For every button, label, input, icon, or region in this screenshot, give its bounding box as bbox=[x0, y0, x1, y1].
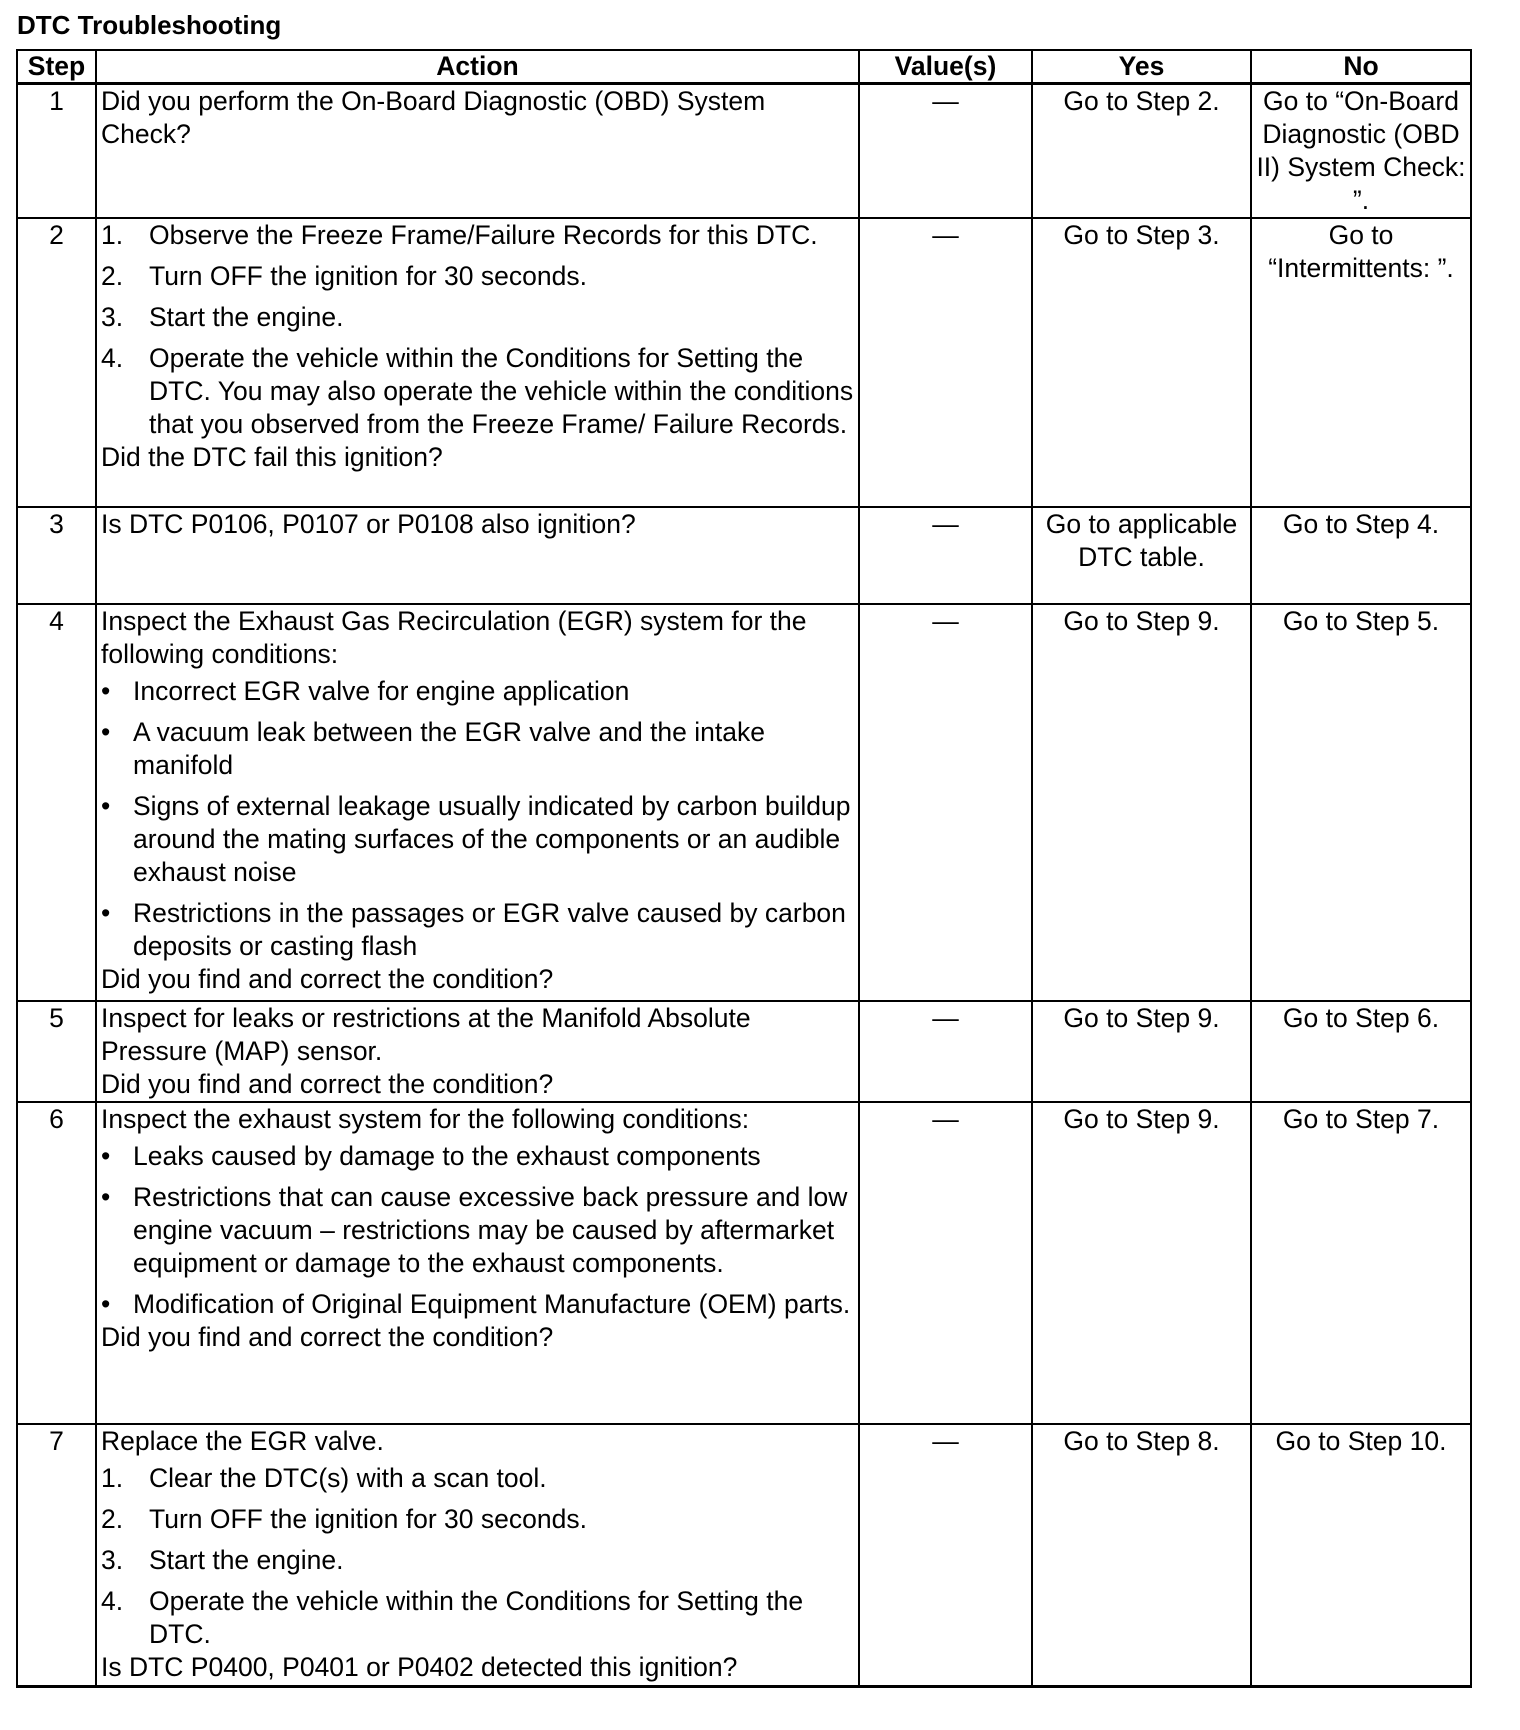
table-row bbox=[17, 218, 1471, 507]
action-question: Did you find and correct the condition? bbox=[101, 964, 554, 994]
action-list-item-text: A vacuum leak between the EGR valve and the intake manifold bbox=[133, 717, 765, 780]
step-number: 1 bbox=[17, 84, 96, 219]
action-cell bbox=[96, 1001, 859, 1102]
value-cell: — bbox=[859, 1001, 1032, 1102]
action-intro: Replace the EGR valve. bbox=[101, 1426, 384, 1456]
no-link[interactable]: Go to Step 5. bbox=[1251, 604, 1471, 1001]
step-number-marker: 3. bbox=[101, 1545, 124, 1575]
action-list-item bbox=[101, 1503, 854, 1536]
table-row bbox=[17, 1424, 1471, 1686]
action-list-item-text: Leaks caused by damage to the exhaust components bbox=[133, 1141, 761, 1171]
bullet-marker: • bbox=[101, 791, 111, 821]
step-number: 4 bbox=[17, 604, 96, 1001]
action-question: Is DTC P0400, P0401 or P0402 detected this ignition? bbox=[101, 1652, 738, 1682]
action-list-item-text: Start the engine. bbox=[149, 302, 344, 332]
action-list bbox=[101, 219, 854, 441]
action-intro: Is DTC P0106, P0107 or P0108 also ignition? bbox=[101, 509, 636, 539]
bullet-marker: • bbox=[101, 1182, 111, 1212]
action-list-item bbox=[101, 1462, 854, 1495]
action-list-item bbox=[101, 301, 854, 334]
yes-link[interactable]: Go to Step 3. bbox=[1032, 218, 1251, 507]
action-list-item-text: Signs of external leakage usually indicated by carbon buildup around the mating surfaces of the components or an audible exhaust noise bbox=[133, 791, 851, 887]
bullet-marker: • bbox=[101, 1141, 111, 1171]
value-cell: — bbox=[859, 604, 1032, 1001]
action-list-item bbox=[101, 219, 854, 252]
table-row bbox=[17, 84, 1471, 219]
step-number: 6 bbox=[17, 1102, 96, 1424]
step-number-marker: 3. bbox=[101, 302, 124, 332]
bullet-marker: • bbox=[101, 717, 111, 747]
action-list-item bbox=[101, 1288, 854, 1321]
yes-link[interactable]: Go to Step 9. bbox=[1032, 1102, 1251, 1424]
action-cell bbox=[96, 507, 859, 604]
action-list-item bbox=[101, 790, 854, 889]
action-cell bbox=[96, 84, 859, 219]
value-cell: — bbox=[859, 507, 1032, 604]
step-number: 5 bbox=[17, 1001, 96, 1102]
table-row bbox=[17, 507, 1471, 604]
action-list-item bbox=[101, 1544, 854, 1577]
yes-link[interactable]: Go to Step 8. bbox=[1032, 1424, 1251, 1686]
no-link[interactable]: Go to Step 6. bbox=[1251, 1001, 1471, 1102]
header-yes: Yes bbox=[1032, 50, 1251, 84]
header-action: Action bbox=[96, 50, 859, 84]
yes-link[interactable]: Go to Step 9. bbox=[1032, 1001, 1251, 1102]
action-question: Did you find and correct the condition? bbox=[101, 1322, 554, 1352]
action-cell bbox=[96, 218, 859, 507]
value-cell: — bbox=[859, 1102, 1032, 1424]
bullet-marker: • bbox=[101, 898, 111, 928]
action-cell bbox=[96, 1102, 859, 1424]
value-cell: — bbox=[859, 218, 1032, 507]
yes-link[interactable]: Go to applicable DTC table. bbox=[1032, 507, 1251, 604]
yes-link[interactable]: Go to Step 2. bbox=[1032, 84, 1251, 219]
action-list-item-text: Operate the vehicle within the Conditions for Setting the DTC. You may also operate the vehicle within the conditions that you observed from the Freeze Frame/ Failure Records. bbox=[149, 343, 854, 439]
header-row bbox=[17, 50, 1471, 84]
action-list-item-text: Observe the Freeze Frame/Failure Records for this DTC. bbox=[149, 220, 818, 250]
action-list-item-text: Operate the vehicle within the Conditions for Setting the DTC. bbox=[149, 1586, 804, 1649]
action-list-item-text: Modification of Original Equipment Manufacture (OEM) parts. bbox=[133, 1289, 851, 1319]
action-list-item bbox=[101, 675, 854, 708]
action-list bbox=[101, 1140, 854, 1321]
document-title: DTC Troubleshooting bbox=[17, 10, 282, 40]
header-step: Step bbox=[17, 50, 96, 84]
action-intro: Inspect the exhaust system for the following conditions: bbox=[101, 1104, 750, 1134]
no-link[interactable]: Go to Step 7. bbox=[1251, 1102, 1471, 1424]
step-number: 7 bbox=[17, 1424, 96, 1686]
action-list-item-text: Turn OFF the ignition for 30 seconds. bbox=[149, 261, 587, 291]
table-row bbox=[17, 604, 1471, 1001]
action-intro: Inspect the Exhaust Gas Recirculation (EGR) system for the following conditions: bbox=[101, 606, 807, 669]
step-number-marker: 2. bbox=[101, 261, 124, 291]
action-list-item-text: Turn OFF the ignition for 30 seconds. bbox=[149, 1504, 587, 1534]
action-list-item-text: Clear the DTC(s) with a scan tool. bbox=[149, 1463, 547, 1493]
action-list-item bbox=[101, 342, 854, 441]
action-list-item-text: Restrictions in the passages or EGR valve caused by carbon deposits or casting flash bbox=[133, 898, 846, 961]
action-list-item bbox=[101, 260, 854, 293]
step-number-marker: 4. bbox=[101, 1586, 124, 1616]
action-list-item-text: Restrictions that can cause excessive back pressure and low engine vacuum – restrictions may be caused by aftermarket equipment or damage to the exhaust components. bbox=[133, 1182, 848, 1278]
header-values: Value(s) bbox=[859, 50, 1032, 84]
action-list-item bbox=[101, 897, 854, 963]
step-number: 3 bbox=[17, 507, 96, 604]
header-no: No bbox=[1251, 50, 1471, 84]
action-question: Did you find and correct the condition? bbox=[101, 1069, 554, 1099]
action-question: Did the DTC fail this ignition? bbox=[101, 442, 443, 472]
dtc-table bbox=[16, 49, 1472, 1688]
bullet-marker: • bbox=[101, 676, 111, 706]
action-list bbox=[101, 675, 854, 963]
step-number-marker: 1. bbox=[101, 1463, 124, 1493]
step-number: 2 bbox=[17, 218, 96, 507]
step-number-marker: 1. bbox=[101, 220, 124, 250]
bullet-marker: • bbox=[101, 1289, 111, 1319]
action-list bbox=[101, 1462, 854, 1651]
action-intro: Did you perform the On-Board Diagnostic (OBD) System Check? bbox=[101, 86, 766, 149]
action-list-item-text: Incorrect EGR valve for engine application bbox=[133, 676, 630, 706]
value-cell: — bbox=[859, 84, 1032, 219]
step-number-marker: 4. bbox=[101, 343, 124, 373]
no-link[interactable]: Go to “On-Board Diagnostic (OBD II) System Check: ”. bbox=[1251, 84, 1471, 219]
step-number-marker: 2. bbox=[101, 1504, 124, 1534]
no-link[interactable]: Go to “Intermittents: ”. bbox=[1251, 218, 1471, 507]
table-row bbox=[17, 1102, 1471, 1424]
no-link[interactable]: Go to Step 10. bbox=[1251, 1424, 1471, 1686]
action-list-item bbox=[101, 1140, 854, 1173]
action-list-item-text: Start the engine. bbox=[149, 1545, 344, 1575]
value-cell: — bbox=[859, 1424, 1032, 1686]
action-intro: Inspect for leaks or restrictions at the Manifold Absolute Pressure (MAP) sensor. bbox=[101, 1003, 751, 1066]
action-cell bbox=[96, 1424, 859, 1686]
action-list-item bbox=[101, 1585, 854, 1651]
action-cell bbox=[96, 604, 859, 1001]
action-list-item bbox=[101, 716, 854, 782]
table-row bbox=[17, 1001, 1471, 1102]
no-link[interactable]: Go to Step 4. bbox=[1251, 507, 1471, 604]
action-list-item bbox=[101, 1181, 854, 1280]
yes-link[interactable]: Go to Step 9. bbox=[1032, 604, 1251, 1001]
